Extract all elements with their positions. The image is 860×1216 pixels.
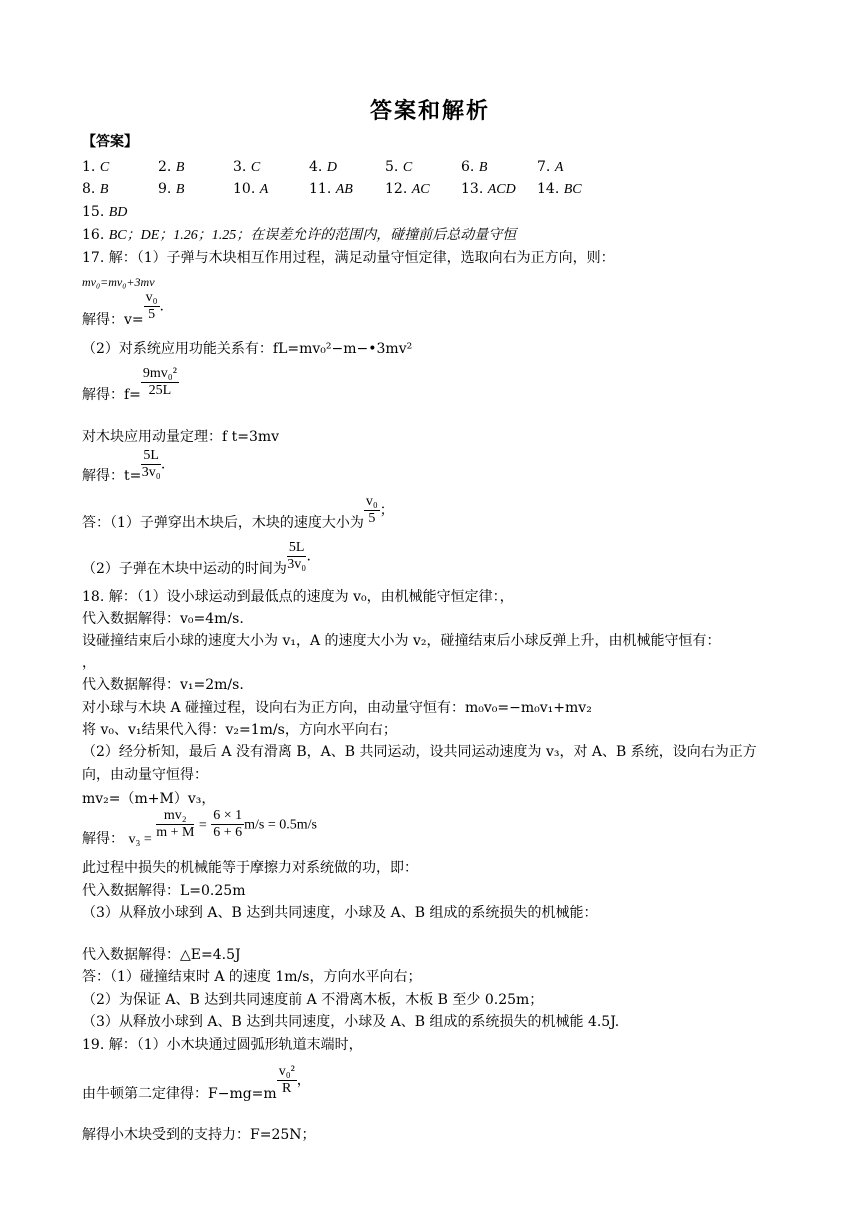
q18-line-15: 代入数据解得：△E=4.5J xyxy=(82,947,241,963)
q18-line-17: （2）为保证 A、B 达到共同速度前 A 不滑离木板，木板 B 至少 0.25m； xyxy=(82,992,544,1008)
numerator: 5L xyxy=(143,448,159,463)
q17-line-6: 对木块应用动量定理：f t=3mv xyxy=(82,429,280,445)
math: m/s = 0.5m/s xyxy=(244,817,317,833)
q19-line-1: 19. 解：（1）小木块通过圆弧形轨道末端时， xyxy=(82,1037,363,1053)
q18-line-5: 代入数据解得：v₁=2m/s. xyxy=(82,677,244,693)
denominator: 5 xyxy=(368,511,376,526)
q19-line-3: 解得小木块受到的支持力：F=25N； xyxy=(82,1127,316,1143)
answer-number: 3. xyxy=(233,159,247,175)
q17-line-8: 答：（1）子弹穿出木块后，木块的速度大小为 $\frac{\text{v₀}}{5}$ ； xyxy=(82,494,394,531)
fraction xyxy=(144,290,160,323)
fraction xyxy=(141,448,161,481)
q18-line-8: （2）经分析知，最后 A 没有滑离 B，A、B 共同运动，设共同运动速度为 v₃，对 A、B 系统，设向右为正方 xyxy=(82,744,757,760)
answer-value: B xyxy=(99,182,109,197)
q18-line-4: ， xyxy=(82,655,96,671)
answer-number: 15. xyxy=(82,204,105,220)
q18-line-3: 设碰撞结束后小球的速度大小为 v₁，A 的速度大小为 v₂，碰撞结束后小球反弹上升，由机械能守恒有： xyxy=(82,633,721,649)
answer-number: 10. xyxy=(233,181,256,197)
answer-value: A xyxy=(259,182,269,197)
numerator: mv₂ xyxy=(156,808,194,825)
text: 答：（1）子弹穿出木块后，木块的速度大小为 xyxy=(82,514,364,531)
answer-value: AC xyxy=(411,182,430,197)
math: v₃ = xyxy=(128,831,152,847)
math: = xyxy=(198,817,207,833)
numerator: 6 × 1 xyxy=(213,808,243,823)
answer-value: ACD xyxy=(487,182,516,197)
q17-line-7: 解得：t= $\frac{5L}{\text{3v₀}}$ . xyxy=(82,448,166,484)
fraction xyxy=(211,808,244,841)
answer-value: BD xyxy=(108,205,128,220)
q18-line-16: 答：（1）碰撞结束时 A 的速度 1m/s，方向水平向右； xyxy=(82,969,422,985)
q17-line-4: （2）对系统应用功能关系有：fL=mv₀²−m−•3mv² xyxy=(82,341,413,357)
denominator: 5 xyxy=(148,307,156,322)
q17-line-2: mv₀=mv₀+3mv xyxy=(82,275,155,289)
answer-number: 13. xyxy=(461,181,484,197)
q18-line-12: 此过程中损失的机械能等于摩擦力对系统做的功，即： xyxy=(82,860,418,876)
text: 解得： xyxy=(82,830,124,847)
q18-line-7: 将 v₀、v₁结果代入得：v₂=1m/s，方向水平向右； xyxy=(82,722,397,738)
fraction xyxy=(156,808,194,841)
q18-line-10: mv₂=（m+M）v₃， xyxy=(82,791,216,807)
answer-number: 9. xyxy=(158,181,172,197)
answer-value: B xyxy=(175,160,185,175)
answer-number: 7. xyxy=(537,159,551,175)
denominator: 6 + 6 xyxy=(213,825,243,840)
answer-number: 1. xyxy=(82,159,96,175)
numerator: v₀² xyxy=(278,1064,295,1079)
answer-value: B xyxy=(175,182,185,197)
answer-value: C xyxy=(250,160,261,175)
q18-line-11 xyxy=(82,808,317,854)
answer-number: 14. xyxy=(537,181,560,197)
answer-number: 5. xyxy=(385,159,399,175)
text: 解得：t= xyxy=(82,467,142,484)
q18-line-2: 代入数据解得：v₀=4m/s. xyxy=(82,611,244,627)
numerator: 9mv₀² xyxy=(142,366,177,381)
denominator: 25L xyxy=(148,383,172,398)
answer-number: 8. xyxy=(82,181,96,197)
q17-line-5 xyxy=(82,366,179,412)
answer-value: BC；DE；1.26；1.25；在误差允许的范围内，碰撞前后总动量守恒 xyxy=(108,228,517,243)
q17-line-1: 17. 解：（1）子弹与木块相互作用过程，满足动量守恒定律，选取向右为正方向，则： xyxy=(82,250,615,266)
q17-line-3: 解得：v= $\frac{\text{v₀}}{5}$ . xyxy=(82,290,164,328)
answer-value: A xyxy=(554,160,564,175)
answer-number: 11. xyxy=(309,181,332,197)
q18-line-14: （3）从释放小球到 A、B 达到共同速度，小球及 A、B 组成的系统损失的机械能： xyxy=(82,905,598,921)
denominator: 3v₀ xyxy=(287,557,307,572)
text: 由牛顿第二定律得：F−mg=m xyxy=(82,1085,277,1102)
numerator: v₀ xyxy=(365,494,378,509)
text: 解得：v= xyxy=(82,311,144,328)
text: （2）子弹在木块中运动的时间为 xyxy=(82,560,287,577)
denominator: 3v₀ xyxy=(141,465,161,480)
answer-number: 2. xyxy=(158,159,172,175)
denominator: m + M xyxy=(156,825,195,840)
answer-value: B xyxy=(478,160,488,175)
answer-value: D xyxy=(326,160,337,175)
answer-value: C xyxy=(99,160,110,175)
numerator: 5L xyxy=(288,540,305,555)
q18-line-6: 对小球与木块 A 碰撞过程，设向右为正方向，由动量守恒有：m₀v₀=−m₀v₁+mv₂ xyxy=(82,700,592,716)
denominator: R xyxy=(282,1081,292,1096)
q18-line-13: 代入数据解得：L=0.25m xyxy=(82,883,246,899)
answer-value: AB xyxy=(335,182,353,197)
q18-line-1: 18. 解：（1）设小球运动到最低点的速度为 v₀，由机械能守恒定律：， xyxy=(82,589,514,605)
fraction xyxy=(287,540,307,573)
q18-line-9: 向，由动量守恒得： xyxy=(82,767,208,783)
q17-line-9: （2）子弹在木块中运动的时间为 $\frac{5L}{\text{3v₀}}$ . xyxy=(82,540,311,577)
answer-number: 6. xyxy=(461,159,475,175)
answer-number: 12. xyxy=(385,181,408,197)
fraction xyxy=(141,366,179,399)
q18-line-18: （3）从释放小球到 A、B 达到共同速度，小球及 A、B 组成的系统损失的机械能 4.5J. xyxy=(82,1014,620,1030)
numerator: v₀ xyxy=(145,290,158,305)
answer-page: 答案和解析 【答案】 1. C 2. B 3. C 4. D 5. C 6. B 7. A 8. B 9. B 10. A 11. AB 12. AC 13. ACD 14. BC 15. BD 16. BC；DE；1.26；1.25；在误差允许的范围内，碰撞前后总动量守恒 17. 解：（1）子弹与木块相互作用过程，满足动量守恒定律，选取向右为正方向，则： mv₀=mv₀+3mv 解得：v= $\frac{\text{v₀}}{5}$ . （2）对系统应用功能关系有：fL=mv₀²−m−•3mv² 解得：f= $\frac{\text{9mv₀²}}{25L}$ 对木块应用动量定理：f t=3mv 解得：t= $\frac{5L}{\text{3v₀}}$ . 答：（1）子弹穿出木块后，木块的速度大小为 $\frac{\text{v₀}}{5}$ ； （2）子弹在木块中运动的时间为 $\frac{5L}{\text{3v₀}}$ . 18. 解：（1）设小球运动到最低点的速度为 v₀，由机械能守恒定律：， 代入数据解得：v₀=4m/s. 设碰撞结束后小球的速度大小为 v₁，A 的速度大小为 v₂，碰撞结束后小球反弹上升，由机械能守恒有： ， 代入数据解得：v₁=2m/s. 对小球与木块 A 碰撞过程，设向右为正方向，由动量守恒有：m₀v₀=−m₀v₁+mv₂ 将 v₀、v₁结果代入得：v₂=1m/s，方向水平向右； （2）经分析知，最后 A 没有滑离 B，A、B 共同运动，设共同运动速度为 v₃，对 A、B 系统，设向右为正方 向，由动量守恒得： mv₂=（m+M）v₃， 解得： v₃ = $\frac{\text{mv₂}}{m + M}$ = $\frac{6 \times 1}{6 + 6}$ m/s = 0.5m/s 此过程中损失的机械能等于摩擦力对系统做的功，即： 代入数据解得：L=0.25m （3）从释放小球到 A、B 达到共同速度，小球及 A、B 组成的系统损失的机械能： 代入数据解得：△E=4.5J 答：（1）碰撞结束时 A 的速度 1m/s，方向水平向右； （2）为保证 A、B 达到共同速度前 A 不滑离木板，木板 B 至少 0.25m； （3）从释放小球到 A、B 达到共同速度，小球及 A、B 组成的系统损失的机械能 4.5J. 19. 解：（1）小木块通过圆弧形轨道末端时， 由牛顿第二定律得：F−mg=m $\frac{\text{v₀²}}{R}$ ， 解得小木块受到的支持力：F=25N； xyxy=(0,0,860,1216)
answer-header: 【答案】 xyxy=(82,134,138,150)
answer-value: BC xyxy=(563,182,582,197)
answer-number: 4. xyxy=(309,159,323,175)
page-title: 答案和解析 xyxy=(369,99,490,124)
answer-value: C xyxy=(402,160,413,175)
fraction xyxy=(277,1064,297,1097)
fraction xyxy=(364,494,380,527)
q19-line-2: 由牛顿第二定律得：F−mg=m $\frac{\text{v₀²}}{R}$ ， xyxy=(82,1064,311,1102)
text: 解得：f= xyxy=(82,386,141,403)
